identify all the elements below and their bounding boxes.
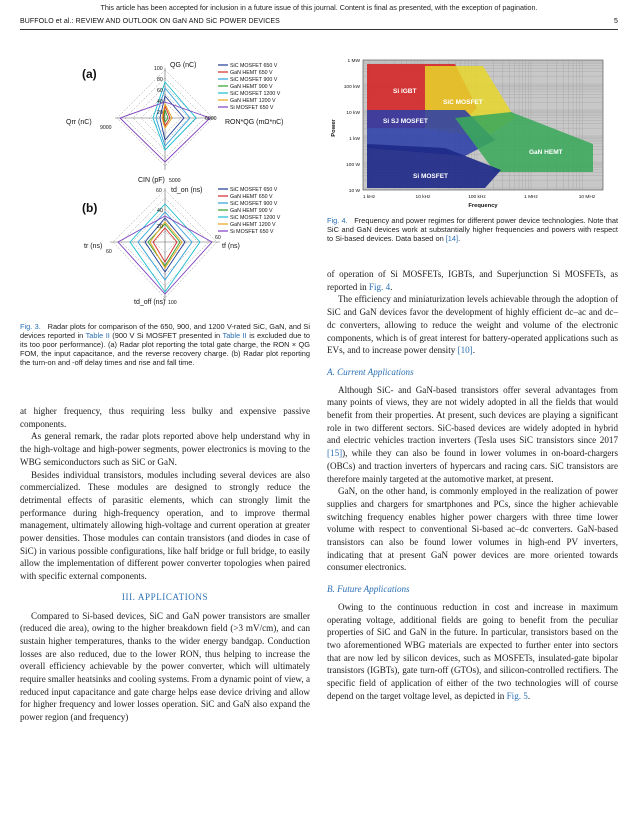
region-label-gan-hemt: GaN HEMT xyxy=(529,149,563,156)
legend-b xyxy=(218,187,281,235)
right-p1-ref[interactable]: [10] xyxy=(457,345,473,356)
region-label-si-mosfet: Si MOSFET xyxy=(413,173,449,180)
legend-a-1: GaN HEMT 650 V xyxy=(230,70,273,76)
header-rule xyxy=(20,29,618,30)
tick-a-20: 20 xyxy=(157,110,163,116)
y-tick-0: 1 MW xyxy=(347,59,360,64)
tick-a-80: 80 xyxy=(157,77,163,83)
panel-a-label: (a) xyxy=(82,67,97,81)
axis-a-qg-title: QG (nC) xyxy=(170,62,197,69)
legend-a-0: SiC MOSFET 650 V xyxy=(230,63,278,69)
right-p1-pre: The efficiency and miniaturization levels achievable through the adoption of SiC and GaN devices favor the development of highly efficient dc–ac and dc–dc converters, allowing to reduce the weight and volume of the electronic components, which is of great interest for battery-operated applications such as EVs, and to increase power density xyxy=(327,294,618,356)
axis-a-ronqg-max: 6000 xyxy=(205,116,217,122)
right-paragraph-3: GaN, on the other hand, is commonly employed in the realization of power supplies and chargers for smartphones and PCs, since the higher achievable switching frequency enables higher power chargers with three time lower volume with respect to conventional Si-based ac–dc converters. GaN-based transistors can also be found lower volumes in high-end PV inverters, indicating that at present GaN power devices are more oriented towards consumer electronics. xyxy=(327,486,618,573)
right-p4-ref[interactable]: Fig. 5 xyxy=(506,690,528,701)
axis-a-qg-max: 100 xyxy=(154,66,163,72)
legend-a-4: SiC MOSFET 1200 V xyxy=(230,91,281,97)
x-tick-1: 10 kHz xyxy=(415,195,431,200)
right-p4-post: . xyxy=(527,690,531,701)
legend-a-6: Si MOSFET 650 V xyxy=(230,105,274,111)
legend-a-3: GaN HEMT 900 V xyxy=(230,84,273,90)
figure-3-caption xyxy=(20,322,310,367)
right-p1-post: . xyxy=(472,345,475,356)
figure-4-caption xyxy=(327,216,618,243)
section-heading-applications: III. APPLICATIONS xyxy=(121,591,209,602)
legend-b-5: GaN HEMT 1200 V xyxy=(230,222,276,228)
fig3-caption-pre: Radar plots for comparison of the 650, 900, and 1200 V-rated SiC, GaN, and Si devices reported in xyxy=(20,322,310,341)
x-axis-label: Frequency xyxy=(468,203,498,209)
legend-b-1: GaN HEMT 650 V xyxy=(230,194,273,200)
acceptance-banner: This article has been accepted for inclusion in a future issue of this journal. Content is final as presented, with the exception of pagination. xyxy=(100,3,538,12)
legend-a-5: GaN HEMT 1200 V xyxy=(230,98,276,104)
axis-b-tdoff-title: td_off (ns) xyxy=(134,299,166,306)
y-axis-label: Power xyxy=(331,119,337,137)
subheading-current-applications: A. Current Applications xyxy=(327,366,414,377)
right-paragraph-top xyxy=(327,268,618,293)
left-paragraph-top: at higher frequency, thus requiring less bulky and expensive passive components. xyxy=(20,406,310,429)
x-axis-ticks xyxy=(363,194,596,200)
left-paragraph-1: As general remark, the radar plots reported above help understand why in the high-voltage and high-power segments, power electronics is moving to the WBG semiconductors such as SiC or GaN. xyxy=(20,431,310,467)
fig4-caption-label: Fig. 4. xyxy=(327,216,348,225)
axis-b-tf-max: 60 xyxy=(215,235,221,241)
series-a-sic-900 xyxy=(156,88,190,146)
axis-b-tr-title: tr (ns) xyxy=(84,243,103,250)
left-column-text xyxy=(20,405,310,724)
region-label-si-sj-mosfet: Si SJ MOSFET xyxy=(383,118,428,125)
y-tick-1: 100 kW xyxy=(343,85,360,90)
running-title: BUFFOLO et al.: REVIEW AND OUTLOOK ON GaN AND SiC POWER DEVICES xyxy=(20,18,280,25)
fig3-caption-ref1[interactable]: Table II xyxy=(85,331,110,341)
axis-a-qrr-max: 9000 xyxy=(100,125,112,131)
region-label-si-igbt: Si IGBT xyxy=(393,88,417,95)
axis-a-qrr-title: Qrr (nC) xyxy=(66,119,92,126)
y-tick-2: 10 kW xyxy=(346,111,360,116)
right-p4-pre: Owing to the continuous reduction in cost and increase in maximum operating voltage, additional fields are going to benefit from the peculiar properties of SiC and GaN in the future. In particular, transistors based on the two aforementioned WBG materials are expected to further enter into sectors that are now led by silicon devices, such as MOSFETs, insulated-gate bipolar transistors (IGBTs), gate turn-off (GTOs), and silicon-controlled rectifiers. The specific field of application of either of the two technologies will of course depend on the target voltage level, as depicted in xyxy=(327,601,618,701)
right-column-text xyxy=(327,268,618,703)
x-tick-4: 10 MHz xyxy=(578,195,596,200)
right-paragraph-1 xyxy=(327,293,618,357)
axis-a-cin-max: 5000 xyxy=(169,178,181,184)
legend-b-3: GaN HEMT 900 V xyxy=(230,208,273,214)
running-header xyxy=(20,18,618,25)
figure-4-chart xyxy=(325,48,623,210)
subheading-future-applications: B. Future Applications xyxy=(327,584,410,595)
tick-a-40: 40 xyxy=(157,99,163,105)
right-top-post: . xyxy=(390,281,393,292)
x-tick-3: 1 MHz xyxy=(524,195,538,200)
left-paragraph-2: Besides individual transistors, modules including several devices are also commercialized. These modules are designed to strongly reduce the detrimental effects of parasitic elements, which can strongly limit the performance during high-frequency operation, and to improve thermal management, ultimately allowing high-voltage and current operation at greater power densities. Those modules can contain transistors (and diodes in case of SiC) in various possible configurations, like half bridge or full bridge, to easily allow the implementation of different power converter topologies when paired with specific external components. xyxy=(20,469,310,582)
legend-b-0: SiC MOSFET 650 V xyxy=(230,187,278,193)
right-p2-pre: Although SiC- and GaN-based transistors offer several advantages from many points of views, they are not widely adopted in all the fields that would benefit from their properties. At present, such devices are playing a significant role in two different sectors. SiC-based devices are widely adopted in hybrid and electric vehicles traction inverters (Tesla uses SiC transistors since 2017 xyxy=(327,384,618,446)
tick-b-20: 20 xyxy=(157,224,163,230)
panel-b-label: (b) xyxy=(82,201,98,215)
axis-a-cin-title: CIN (pF) xyxy=(138,177,165,184)
fig3-caption-label: Fig. 3. xyxy=(20,322,41,331)
x-tick-2: 100 kHz xyxy=(468,195,486,200)
right-paragraph-4 xyxy=(327,601,618,703)
left-paragraph-3: Compared to Si-based devices, SiC and GaN power transistors are smaller (reduced die area), owing to the higher breakdown field (>3 mV/cm), and can sustain higher temperatures, thanks to the wider energy bandgap. Conduction losses are also reduced, due to the lower RON, thus helping to increase the overall efficiency achievable by the power converter, which will ultimately require smaller heatsinks and cooling systems. From a dynamic point of view, a reduced input capacitance and gate charge helps ease device driving and allow for higher frequency and lower losses operation. SiC and GaN also expand the power region (and frequency) xyxy=(20,610,310,723)
axis-b-tr-max: 60 xyxy=(106,249,112,255)
x-tick-0: 1 kHz xyxy=(362,195,376,200)
fig3-caption-post: is excluded due to its too poor performance). xyxy=(20,331,310,350)
y-tick-3: 1 kW xyxy=(349,137,360,142)
region-label-sic-mosfet: SiC MOSFET xyxy=(443,99,483,106)
legend-a xyxy=(218,63,281,111)
axis-b-tdoff-max: 100 xyxy=(168,300,177,306)
right-paragraph-2 xyxy=(327,384,618,486)
y-axis-ticks xyxy=(344,58,361,194)
fig4-caption-end: . xyxy=(458,234,461,244)
fig3-caption-ref2[interactable]: Table II xyxy=(222,331,247,341)
legend-a-2: SiC MOSFET 900 V xyxy=(230,77,278,83)
legend-b-4: SiC MOSFET 1200 V xyxy=(230,215,281,221)
axis-b-tf-title: tf (ns) xyxy=(222,243,240,250)
tick-b-40: 40 xyxy=(157,208,163,214)
axis-b-tdon-title: td_on (ns) xyxy=(171,187,203,194)
fig3-caption-mid: (900 V Si MOSFET presented in xyxy=(109,331,223,341)
radar-panel-a xyxy=(66,62,284,184)
radar-panel-b xyxy=(82,187,281,306)
fig4-caption-text: Frequency and power regimes for different power device technologies. Note that SiC and GaN devices work at substantially higher frequencies and powers with respect to Si-based devices. Data based on xyxy=(327,216,618,244)
right-p2-post: ), while they can also be found in lower volumes in on-board-chargers (OBCs) and traction inverters of hypercars and racing cars. SiC transistors are therefore mainly targeted at the automotive market, at present. xyxy=(327,448,618,484)
axis-b-tdon-max: 60 xyxy=(156,188,162,194)
right-top-ref[interactable]: Fig. 4 xyxy=(368,281,391,292)
fig3-caption-panels: (a) Radar plot reporting the total gate charge, the RON × QG FOM, the input capacitance, and the reverse recovery charge. (b) Radar plot reporting the turn-on and -off delay times and rise and fall time. xyxy=(20,340,310,368)
tick-a-60: 60 xyxy=(157,88,163,94)
page-number: 5 xyxy=(614,18,618,25)
legend-b-2: SiC MOSFET 900 V xyxy=(230,201,278,207)
fig4-caption-ref[interactable]: [14] xyxy=(445,234,459,244)
legend-b-6: Si MOSFET 650 V xyxy=(230,229,274,235)
y-tick-4: 100 W xyxy=(346,163,360,168)
axis-a-ronqg-title: RON*QG (mΩ*nC) xyxy=(225,119,284,126)
figure-3-radar-plots xyxy=(60,58,320,320)
right-p2-ref[interactable]: [15] xyxy=(327,448,343,459)
right-top-pre: of operation of Si MOSFETs, IGBTs, and Superjunction Si MOSFETs, as reported in xyxy=(327,269,618,292)
y-tick-5: 10 W xyxy=(348,189,360,194)
